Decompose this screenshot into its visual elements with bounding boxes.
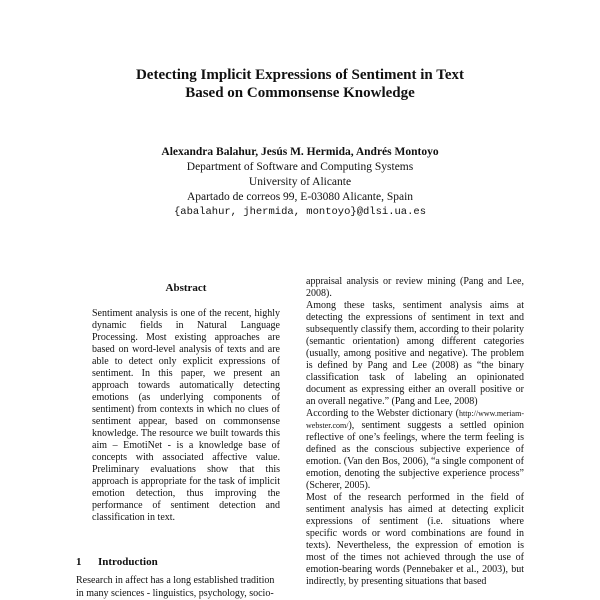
abstract-section: [92, 282, 280, 524]
introduction-text: [76, 574, 290, 600]
introduction-heading: [76, 556, 158, 568]
paragraph-3-start: According to the Webster dictionary (: [306, 408, 459, 419]
department: Department of Software and Computing Systems: [186, 161, 414, 173]
abstract-text: Sentiment analysis is one of the recent, highly dynamic fields in Natural Language Processing. Most existing approaches are based on word-level analysis of texts and are able to detect only explicit expressions of sentiment. In this paper, we present an approach towards automatically detecting emotions (as underlying components of sentiment) from contexts in which no clues of sentiment appear, based on commonsense knowledge. The resource we built towards this aim – EmotiNet - is a knowledge base of concepts with associated affective value. Preliminary evaluations show that this approach is appropriate for the task of implicit emotion detection, thus improving the performance of sentiment detection and classification in text.: [92, 308, 280, 523]
introduction-line-1: Research in affect has a long established tradition: [76, 575, 275, 586]
section-number: 1: [76, 556, 82, 568]
abstract-heading: Abstract: [165, 282, 207, 294]
right-column: [306, 276, 524, 588]
section-title: Introduction: [98, 556, 158, 568]
paragraph-3: [306, 408, 524, 492]
paragraph-4: Most of the research performed in the field of sentiment analysis has aimed at detecting explicit expressions of sentiment (i.e. situations where specific words or word combinations are found in texts). Nevertheless, the expression of emotion is most of the times not achieved through the use of emotion-bearing words (Pennebaker et al., 2003), but indirectly, by presenting situations that based: [306, 492, 524, 587]
title-line-1: Detecting Implicit Expressions of Sentiment in Text: [135, 67, 465, 83]
email: {abalahur, jhermida, montoyo}@dlsi.ua.es: [173, 206, 427, 218]
introduction-line-2: in many sciences - linguistics, psychology, socio-: [76, 588, 274, 599]
webster-url-link[interactable]: http://www.meriam-webster.com/: [306, 409, 524, 430]
address: Apartado de correos 99, E-03080 Alicante, Spain: [186, 191, 414, 203]
university: University of Alicante: [248, 176, 352, 188]
author-names: Alexandra Balahur, Jesús M. Hermida, Andrés Montoyo: [161, 146, 439, 158]
paragraph-2: Among these tasks, sentiment analysis aims at detecting the expressions of sentiment in text and subsequently classify them, according to their polarity (semantic orientation) among different categories (usually, among positive and negative). The problem is defined by Pang and Lee (2008) as “the binary classification task of labeling an opinionated document as expressing either an overall positive or an overall negative.” (Pang and Lee, 2008): [306, 300, 524, 407]
paper-title: [0, 66, 600, 102]
paragraph-3-rest: ), sentiment suggests a settled opinion reflective of one’s feelings, where the term feeling is defined as the conscious subjective experience of emotion. (Van den Bos, 2006), “a single component of emotion, denoting the subjective experience process” (Scherer, 2005).: [306, 420, 525, 491]
paragraph-1: appraisal analysis or review mining (Pang and Lee, 2008).: [306, 276, 524, 299]
author-block: [0, 145, 600, 220]
title-line-2: Based on Commonsense Knowledge: [185, 85, 415, 101]
